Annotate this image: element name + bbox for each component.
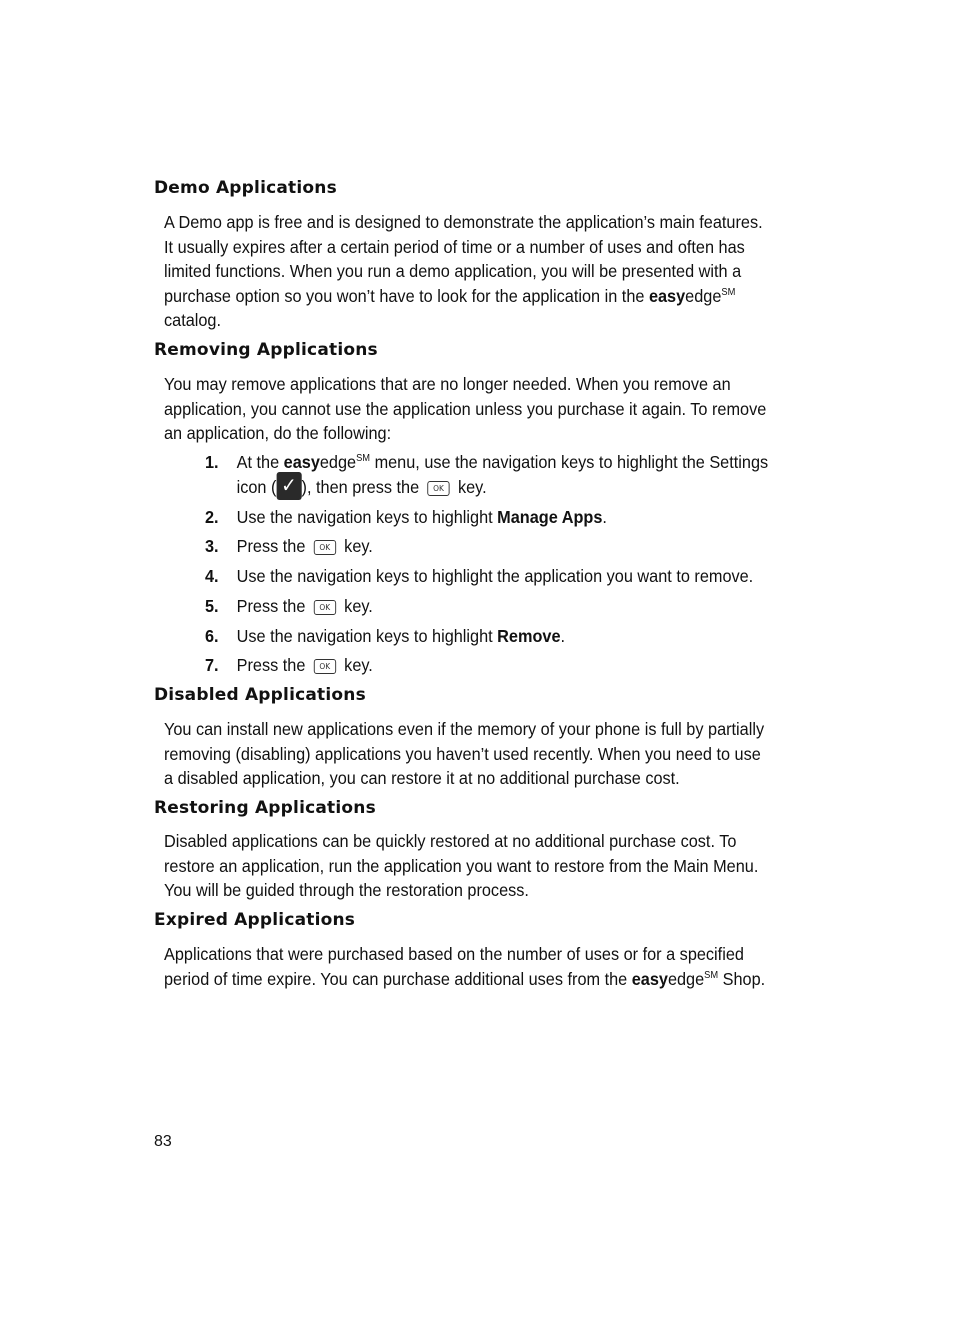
demo-body-text: A Demo app is free and is designed to demonstrate the application’s main features. It usually expires after a certain period of time or a number of uses and often has limited functions. When you run a demo application, you will be presented with a purchase option so you won’t have to look for the application in the — [164, 212, 763, 306]
heading-restoring-applications: Restoring Applications — [154, 798, 376, 818]
brand-sm-mark: SM — [704, 969, 719, 981]
list-item-step-1 — [205, 450, 782, 500]
ok-key-icon: OK — [314, 659, 336, 674]
ok-key-icon: OK — [427, 481, 449, 496]
heading-disabled-applications: Disabled Applications — [154, 685, 366, 705]
paragraph-expired-applications: Applications that were purchased based on the number of uses or for a specified period of time expire. You can purchase additional uses from the easyedge℠ Shop. — [164, 944, 766, 989]
list-item-step-2: 2. Use the navigation keys to highlight Manage Apps. — [205, 505, 782, 530]
ok-key-icon: OK — [314, 540, 336, 555]
paragraph-restoring-applications: Disabled applications can be quickly restored at no additional purchase cost. To restore an application, run the application you want to restore from the Main Menu. You will be guided through the restoration process. — [164, 831, 759, 900]
list-item-step-3: 3. Press the OK key. — [205, 534, 782, 559]
step-number: 4. — [205, 566, 219, 586]
manage-apps-label: Manage Apps — [497, 507, 603, 527]
brand-edge: edge — [685, 285, 722, 306]
brand-edge: edge — [319, 452, 357, 472]
list-item-step-4: 4. Use the navigation keys to highlight the application you want to remove. — [205, 564, 782, 589]
ok-key-icon: OK — [314, 600, 336, 615]
demo-body-end: catalog. — [164, 310, 222, 330]
list-item-step-5: 5. Press the OK key. — [205, 594, 782, 619]
step-number: 2. — [205, 507, 219, 527]
list-item-step-6: 6. Use the navigation keys to highlight Remove. — [205, 624, 782, 649]
heading-demo-applications: Demo Applications — [154, 178, 337, 198]
heading-removing-applications: Removing Applications — [154, 340, 378, 360]
paragraph-removing-applications: You may remove applications that are no longer needed. When you remove an application, you cannot use the application unless you purchase it again. To remove an application, do the following: — [164, 374, 767, 443]
paragraph-disabled-applications: You can install new applications even if the memory of your phone is full by partially removing (disabling) applications you haven’t used recently. When you need to use a disabled application, you can restore it at no additional purchase cost. — [164, 719, 765, 788]
heading-expired-applications: Expired Applications — [154, 910, 356, 930]
settings-check-icon: ✓ — [276, 472, 301, 500]
brand-easy: easy — [648, 285, 686, 306]
step-number: 7. — [205, 655, 219, 675]
brand-sm-mark: SM — [356, 453, 371, 465]
step-number: 1. — [205, 452, 219, 472]
step-number: 5. — [205, 596, 219, 616]
step-number: 3. — [205, 536, 219, 556]
list-item-step-7: 7. Press the OK key. — [205, 653, 782, 678]
step-number: 6. — [205, 626, 219, 646]
remove-label: Remove — [497, 626, 561, 646]
page-number: 83 — [154, 1133, 172, 1150]
step-text: At the easyedge℠ menu, use the navigation keys to highlight the Settings icon ( ✓ ), then press the OK key. — [237, 450, 795, 500]
paragraph-demo-applications — [164, 210, 774, 333]
brand-edge: edge — [667, 968, 705, 989]
brand-sm-mark: SM — [721, 286, 736, 298]
brand-easy: easy — [631, 968, 668, 989]
brand-easy: easy — [283, 452, 320, 472]
